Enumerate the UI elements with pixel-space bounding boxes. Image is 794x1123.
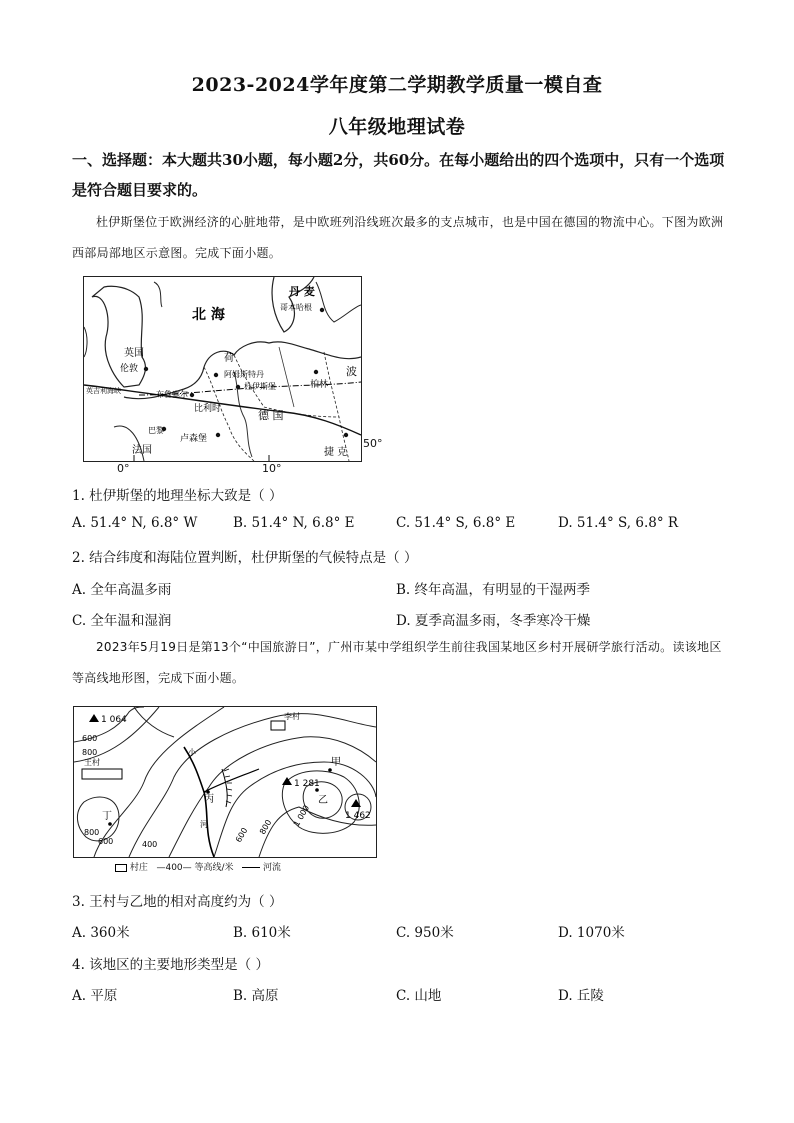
label-yi: 乙: [318, 795, 328, 806]
label-north-sea: 北 海: [192, 307, 225, 323]
q2-option-c[interactable]: C. 全年温和湿润: [72, 613, 172, 629]
contour-400: 400: [142, 840, 158, 849]
q2-option-d[interactable]: D. 夏季高温多雨，冬季寒冷干燥: [396, 613, 591, 629]
q2-option-a[interactable]: A. 全年高温多雨: [72, 582, 172, 598]
label-ding: 丁: [102, 811, 112, 822]
question-1: 1. 杜伊斯堡的地理坐标大致是（ ）: [72, 488, 283, 504]
legend-river: 河流: [263, 863, 282, 873]
question-3: 3. 王村与乙地的相对高度约为（ ）: [72, 894, 283, 910]
label-france: 法国: [132, 445, 152, 456]
contour-800-c: 800: [257, 818, 274, 836]
q1-option-c[interactable]: C. 51.4° S, 6.8° E: [396, 515, 516, 531]
europe-map: [83, 276, 362, 462]
peak-1064: 1 064: [101, 715, 127, 725]
label-london: 伦敦: [120, 364, 139, 374]
q3-option-a[interactable]: A. 360米: [72, 925, 130, 941]
village-legend-icon: [115, 864, 127, 872]
label-uk: 英国: [124, 348, 144, 359]
label-wangcun: 王村: [84, 758, 100, 767]
map2-legend: [115, 860, 281, 873]
q1-option-d[interactable]: D. 51.4° S, 6.8° R: [558, 515, 679, 531]
label-paris: 巴黎: [148, 426, 164, 435]
q2-option-b[interactable]: B. 终年高温，有明显的干湿两季: [396, 582, 591, 598]
q3-option-c[interactable]: C. 950米: [396, 925, 454, 941]
label-czech: 捷 克: [324, 447, 348, 458]
label-lon-0: 0°: [117, 462, 130, 475]
label-denmark: 丹 麦: [289, 285, 315, 298]
label-luxembourg: 卢森堡: [180, 434, 208, 444]
intro-paragraph-1: 杜伊斯堡位于欧洲经济的心脏地带，是中欧班列沿线班次最多的支点城市，也是中国在德国的物流中心。下图为欧洲西部局部地区示意图。完成下面小题。: [72, 215, 724, 260]
legend-village: 村庄: [129, 863, 148, 873]
label-berlin: 柏林: [310, 380, 329, 390]
label-poland: 波: [346, 365, 357, 378]
intro-paragraph-2: 2023年5月19日是第13个“中国旅游日”，广州市某中学组织学生前往我国某地区乡村开展研学旅行活动。读该地区等高线地形图，完成下面小题。: [72, 640, 722, 685]
label-belgium: 比利时: [194, 404, 222, 414]
page-title: 2023-2024学年度第二学期教学质量一模自查: [191, 74, 603, 96]
label-river-xiao: 小: [188, 748, 196, 757]
label-copenhagen: 哥本哈根: [280, 303, 312, 312]
q3-option-d[interactable]: D. 1070米: [558, 925, 625, 941]
label-lon-10: 10°: [262, 462, 282, 475]
peak-1462: 1 462: [345, 811, 371, 821]
contour-600-c: 600: [233, 826, 250, 844]
label-bing: 丙: [204, 794, 214, 805]
page-subtitle: 八年级地理试卷: [328, 116, 466, 138]
label-channel: 英吉利海峡: [86, 387, 121, 395]
label-river-he: 河: [200, 820, 208, 829]
label-germany: 德 国: [258, 409, 284, 422]
legend-contour: —400— 等高线/米: [156, 863, 234, 873]
label-duisburg: 杜伊斯堡: [244, 382, 276, 391]
label-netherlands: 荷: [224, 353, 234, 364]
contour-800-b: 800: [84, 828, 100, 837]
label-brussels: 布鲁塞尔: [156, 390, 188, 399]
q1-option-a[interactable]: A. 51.4° N, 6.8° W: [72, 515, 198, 531]
label-licun: 李村: [284, 712, 300, 721]
question-2: 2. 结合纬度和海陆位置判断，杜伊斯堡的气候特点是（ ）: [72, 550, 418, 566]
contour-1000: 1 000: [291, 803, 312, 828]
label-amsterdam: 阿姆斯特丹: [224, 370, 264, 379]
q3-option-b[interactable]: B. 610米: [233, 925, 291, 941]
q4-option-d[interactable]: D. 丘陵: [558, 988, 604, 1004]
label-lat-50: 50°: [363, 437, 383, 450]
contour-600-b: 600: [98, 837, 114, 846]
contour-800-a: 800: [82, 748, 98, 757]
question-4: 4. 该地区的主要地形类型是（ ）: [72, 957, 269, 973]
contour-map: [73, 706, 377, 858]
section-heading: 一、选择题：本大题共30小题，每小题2分，共60分。在每小题给出的四个选项中，只有一个选项是符合题目要求的。: [72, 151, 725, 199]
contour-600-a: 600: [82, 734, 98, 743]
label-jia: 甲: [331, 757, 341, 768]
peak-1281: 1 281: [294, 779, 320, 789]
q4-option-a[interactable]: A. 平原: [72, 988, 118, 1004]
q4-option-b[interactable]: B. 高原: [233, 988, 279, 1004]
q4-option-c[interactable]: C. 山地: [396, 988, 442, 1004]
river-legend-icon: [242, 867, 260, 868]
q1-option-b[interactable]: B. 51.4° N, 6.8° E: [233, 515, 355, 531]
